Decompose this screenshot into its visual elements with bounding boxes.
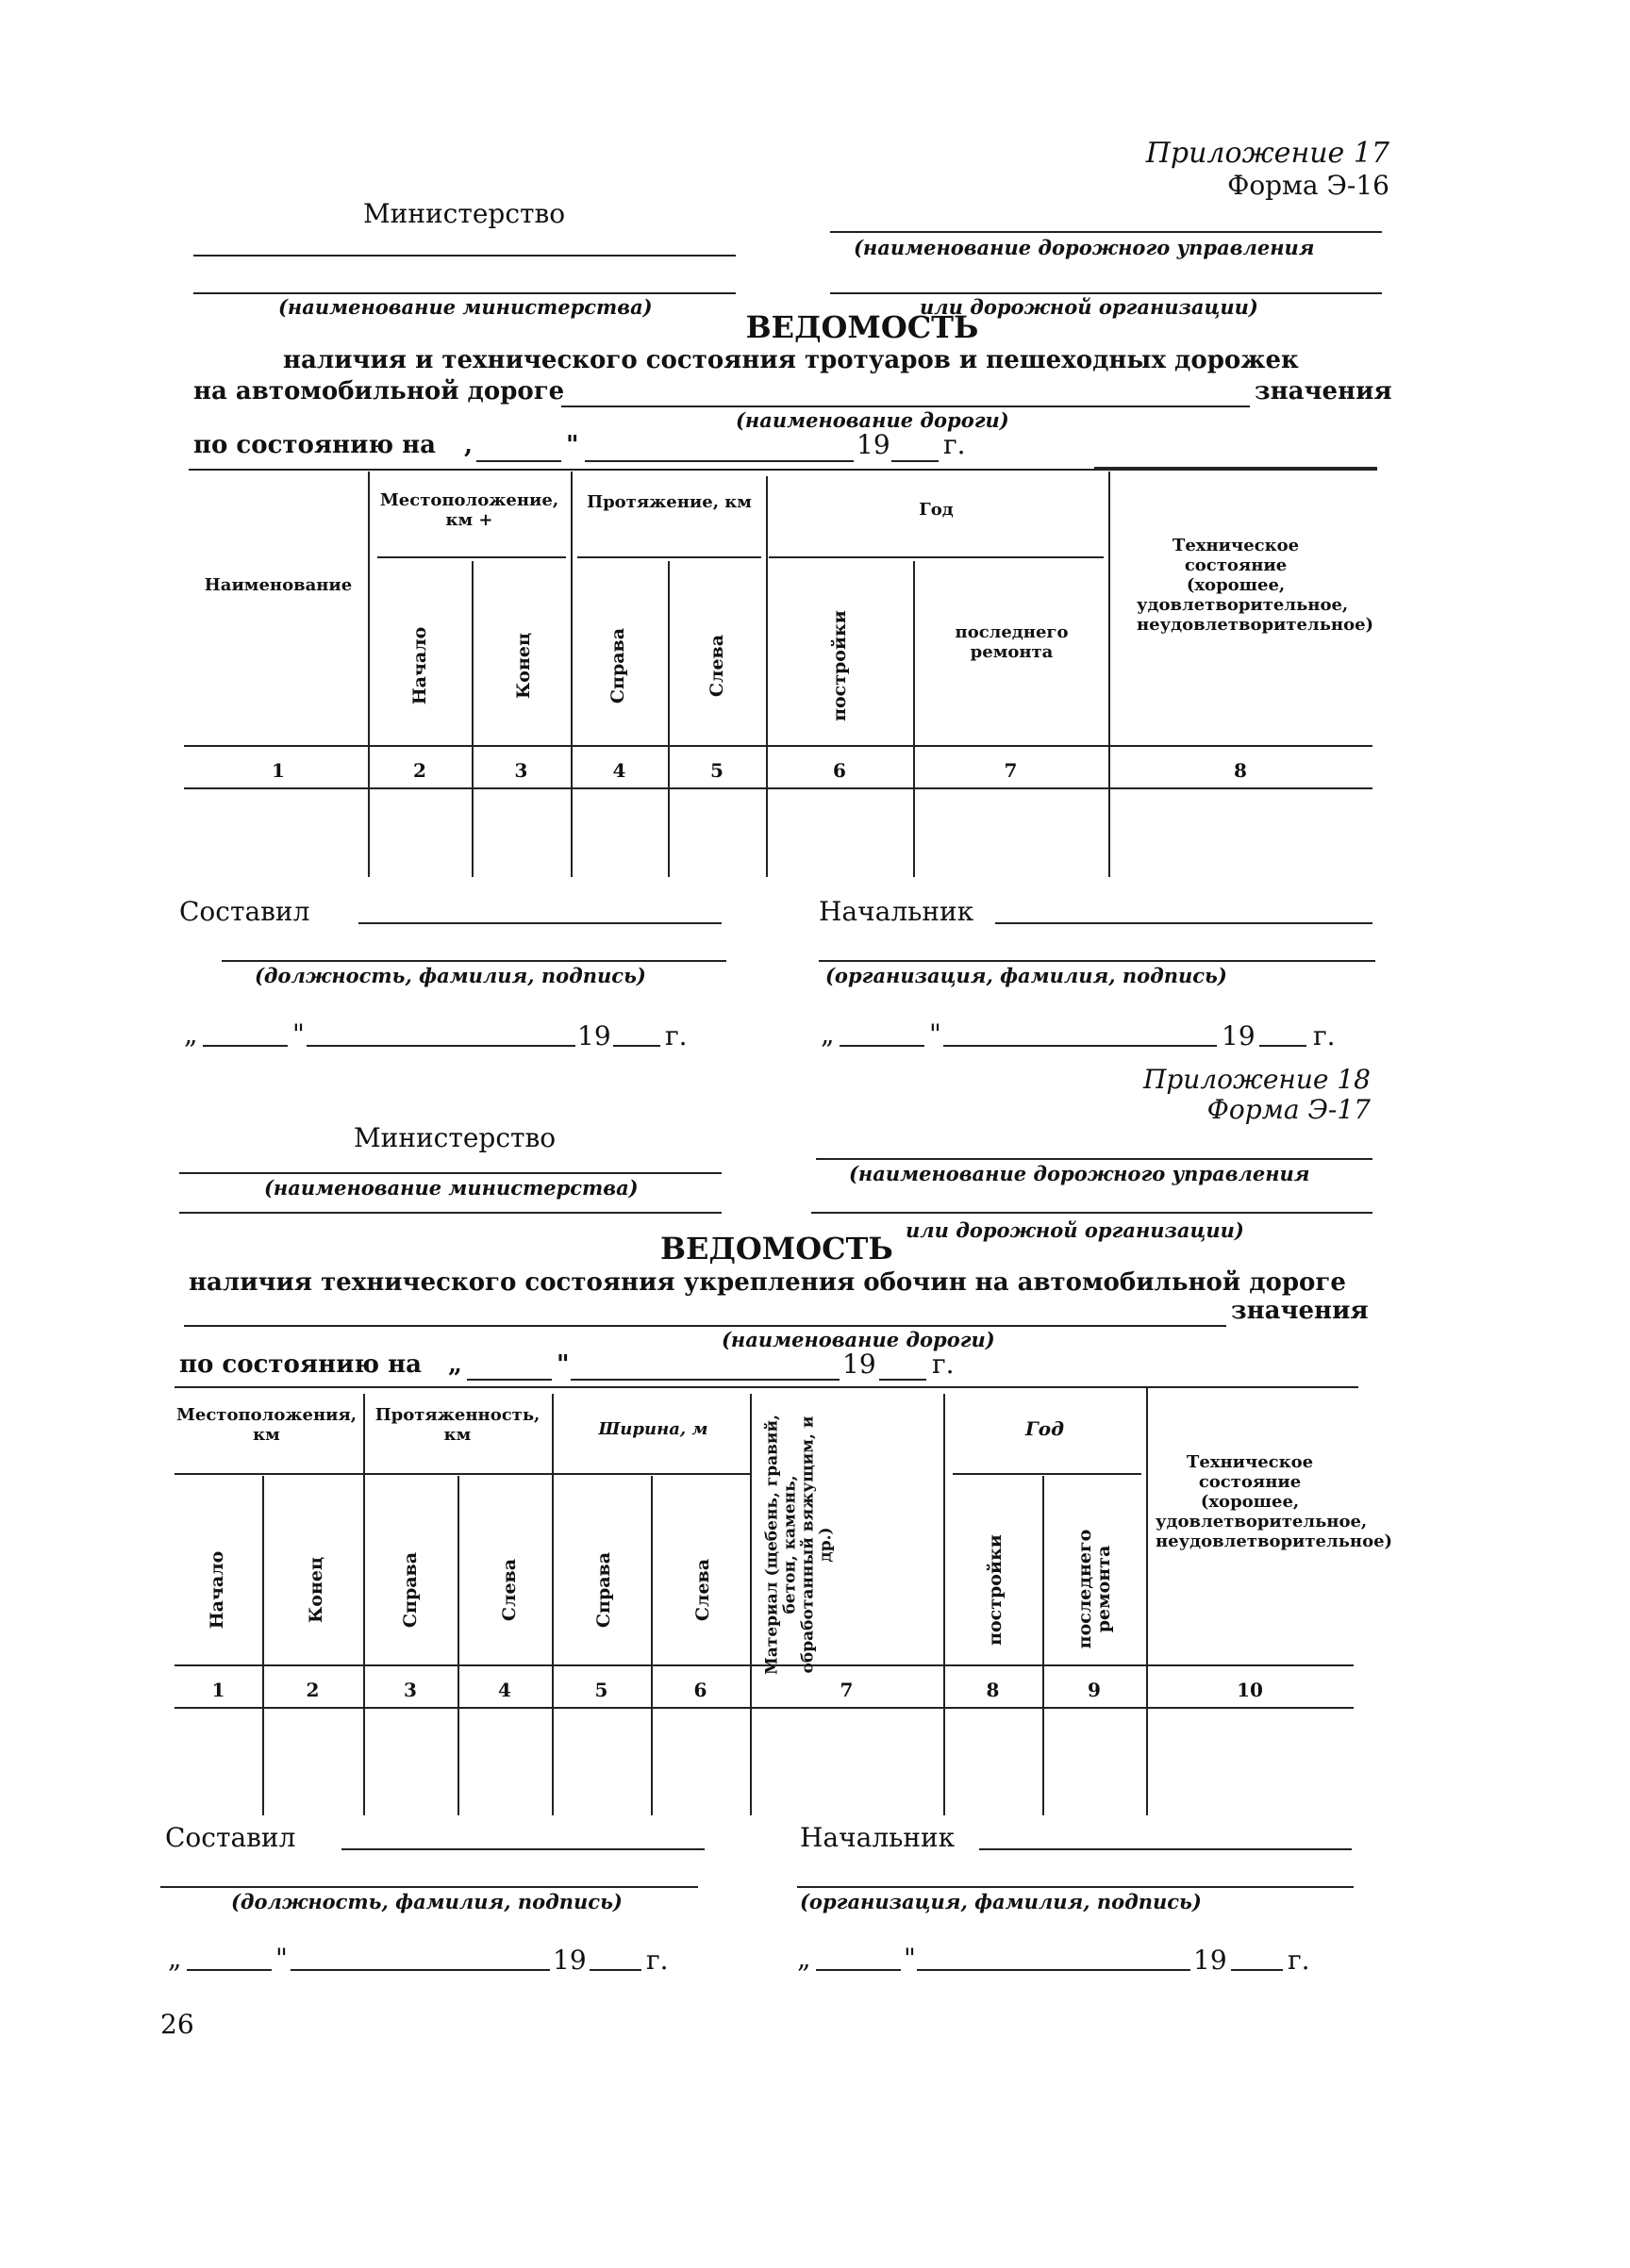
col17-num: 4 — [612, 759, 626, 782]
th18-built: постройки — [985, 1534, 1006, 1646]
org-caption-2: или дорожной организации) — [920, 295, 1258, 319]
th18-right: Справа — [400, 1551, 421, 1629]
chief-caption-18: (организация, фамилия, подпись) — [800, 1890, 1202, 1913]
sig-month-line-18a[interactable] — [291, 1969, 550, 1971]
sig-month-line-18b[interactable] — [917, 1969, 1190, 1971]
date-day-line-17[interactable] — [476, 460, 561, 462]
sig-month-line-17b[interactable] — [943, 1045, 1217, 1047]
th17-built: постройки — [829, 610, 850, 721]
table18-subhead-line — [175, 1473, 750, 1475]
compiled-caption-17: (должность, фамилия, подпись) — [255, 964, 646, 987]
col18-num: 2 — [306, 1679, 320, 1701]
table18-vline — [1042, 1476, 1044, 1815]
sig-year-17a: 19 — [577, 1020, 611, 1051]
table17-vline — [766, 476, 768, 877]
date-yy-line-18[interactable] — [879, 1379, 926, 1381]
th18-year: Год — [1024, 1417, 1065, 1440]
th18-width-left: Слева — [692, 1558, 713, 1622]
th17-length: Протяжение, км — [587, 492, 752, 512]
table17-numbers-bottom — [184, 787, 1372, 789]
table18-subhead-line — [953, 1473, 1141, 1475]
th18-end: Конец — [306, 1557, 326, 1623]
ministry-caption-18: (наименование министерства) — [264, 1176, 639, 1200]
date-year-17: 19 — [857, 429, 890, 460]
table17-subhead-line — [769, 556, 1104, 558]
table17-vline — [913, 561, 915, 877]
table18-vline — [363, 1394, 365, 1815]
table17-subhead-line — [377, 556, 566, 558]
page-number: 26 — [160, 2009, 194, 2040]
table17-subhead-line — [577, 556, 761, 558]
org-line-2[interactable] — [830, 292, 1382, 294]
col18-num: 7 — [840, 1679, 854, 1701]
subtitle-18: наличия технического состояния укрепления обочин на автомобильной дороге — [189, 1268, 1346, 1297]
compiled-label-18: Составил — [165, 1822, 296, 1853]
org-line-18a[interactable] — [816, 1158, 1372, 1160]
sig-yy-line-18b[interactable] — [1231, 1969, 1283, 1971]
col17-num: 7 — [1004, 759, 1018, 782]
col18-num: 5 — [594, 1679, 608, 1701]
compiled-line-17[interactable] — [358, 922, 722, 924]
date-g-18: г. — [932, 1349, 955, 1380]
title-17: ВЕДОМОСТЬ — [745, 309, 979, 345]
road-line-17[interactable] — [561, 406, 1250, 407]
table17-vline — [668, 561, 670, 877]
col18-num: 4 — [498, 1679, 511, 1701]
table17-top-border — [189, 469, 1377, 471]
col18-num: 9 — [1088, 1679, 1101, 1701]
th18-width-right: Справа — [593, 1551, 614, 1629]
chief-line2-17[interactable] — [819, 960, 1375, 962]
col18-num: 6 — [693, 1679, 707, 1701]
th18-length: Протяженность, км — [374, 1405, 541, 1445]
th18-left: Слева — [499, 1558, 520, 1622]
road-caption-17: (наименование дороги) — [736, 408, 1009, 432]
chief-line2-18[interactable] — [797, 1886, 1354, 1888]
col17-num: 2 — [413, 759, 426, 782]
th17-end: Конец — [513, 633, 534, 699]
sig-yy-line-17a[interactable] — [613, 1045, 660, 1047]
sig-year-18b: 19 — [1193, 1945, 1227, 1976]
date-day-line-18[interactable] — [467, 1379, 552, 1381]
th17-start: Начало — [409, 626, 430, 705]
col18-num: 1 — [211, 1679, 225, 1701]
th18-location: Местоположения, км — [175, 1405, 358, 1445]
table17-vline — [472, 561, 474, 877]
th18-repair: последнего ремонта — [1074, 1529, 1114, 1649]
table18-vline — [457, 1476, 459, 1815]
th17-left: Слева — [707, 634, 727, 698]
th17-condition: Техническое состояние (хорошее, удовлетворительное, неудовлетворительное) — [1137, 536, 1374, 635]
table17-vline — [1108, 472, 1110, 877]
sig-year-18a: 19 — [553, 1945, 587, 1976]
org-caption-1: (наименование дорожного управления — [854, 236, 1315, 259]
sig-yy-line-17b[interactable] — [1259, 1045, 1306, 1047]
col17-num: 3 — [514, 759, 528, 782]
chief-label-18: Начальник — [800, 1822, 956, 1853]
road-suffix-17: значения — [1255, 377, 1392, 406]
table17-vline — [571, 472, 573, 877]
road-line-18[interactable] — [184, 1325, 1226, 1327]
title-18: ВЕДОМОСТЬ — [660, 1231, 893, 1266]
table17-header-bottom — [184, 745, 1372, 747]
compiled-caption-18: (должность, фамилия, подпись) — [231, 1890, 623, 1913]
th17-location: Местоположение, км + — [379, 490, 559, 530]
compiled-label-17: Составил — [179, 896, 310, 927]
org-caption-18a: (наименование дорожного управления — [849, 1162, 1310, 1185]
th18-start: Начало — [207, 1550, 227, 1630]
date-prefix-17: по состоянию на — [193, 431, 436, 459]
road-suffix-18: значения — [1231, 1297, 1369, 1325]
compiled-line2-17[interactable] — [222, 960, 726, 962]
chief-line-18[interactable] — [979, 1848, 1352, 1850]
chief-label-17: Начальник — [819, 896, 974, 927]
road-caption-18: (наименование дороги) — [722, 1328, 995, 1351]
ministry-line-18b[interactable] — [179, 1212, 722, 1214]
sig-day-line-17a[interactable] — [203, 1045, 288, 1047]
date-g-17: г. — [943, 429, 966, 460]
ministry-caption: (наименование министерства) — [278, 295, 653, 319]
ministry-line-18a[interactable] — [179, 1172, 722, 1174]
table18-numbers-bottom — [175, 1707, 1354, 1709]
road-prefix-17: на автомобильной дороге — [193, 377, 565, 406]
chief-caption-17: (организация, фамилия, подпись) — [825, 964, 1227, 987]
col17-num: 5 — [710, 759, 724, 782]
ministry-label: Министерство — [363, 198, 566, 229]
table18-vline — [651, 1476, 653, 1815]
sig-g-18a: г. — [646, 1945, 669, 1976]
sig-g-18b: г. — [1288, 1945, 1310, 1976]
th17-right: Справа — [607, 627, 628, 704]
th17-year: Год — [919, 500, 954, 520]
org-line-18b[interactable] — [811, 1212, 1372, 1214]
table18-vline — [750, 1394, 752, 1815]
col18-num: 8 — [986, 1679, 1000, 1701]
appendix-18: Приложение 18 — [1142, 1064, 1371, 1095]
org-line-1[interactable] — [830, 231, 1382, 233]
compiled-line2-18[interactable] — [160, 1886, 698, 1888]
table18-vline — [943, 1394, 945, 1815]
ministry-line-2[interactable] — [193, 292, 736, 294]
date-yy-line-17[interactable] — [891, 460, 939, 462]
table18-vline — [1146, 1386, 1148, 1815]
compiled-line-18[interactable] — [341, 1848, 705, 1850]
th18-condition: Техническое состояние (хорошее, удовлетворительное, неудовлетворительное) — [1156, 1452, 1393, 1551]
chief-line-17[interactable] — [995, 922, 1372, 924]
sig-g-17b: г. — [1313, 1020, 1336, 1051]
sig-month-line-17a[interactable] — [307, 1045, 575, 1047]
sig-g-17a: г. — [665, 1020, 688, 1051]
sig-day-line-18a[interactable] — [187, 1969, 272, 1971]
table18-vline — [552, 1394, 554, 1815]
col18-num: 10 — [1237, 1679, 1263, 1701]
sig-day-line-17b[interactable] — [840, 1045, 924, 1047]
sig-day-line-18b[interactable] — [816, 1969, 901, 1971]
table17-vline — [368, 472, 370, 877]
subtitle-17: наличия и технического состояния тротуаров и пешеходных дорожек — [283, 346, 1299, 374]
ministry-line-1[interactable] — [193, 255, 736, 257]
sig-year-17b: 19 — [1222, 1020, 1256, 1051]
date-month-line-18[interactable] — [571, 1379, 840, 1381]
col18-num: 3 — [404, 1679, 417, 1701]
th18-material: Материал (щебень, гравий, бетон, камень, обработанный вяжущим, и др.) — [762, 1414, 836, 1676]
form-code-e17: Форма Э-17 — [1206, 1094, 1371, 1125]
th17-repair: последнего ремонта — [955, 622, 1069, 662]
th18-width: Ширина, м — [598, 1419, 708, 1439]
appendix-17: Приложение 17 — [1145, 137, 1389, 170]
col17-num: 8 — [1234, 759, 1247, 782]
ministry-label-18: Министерство — [354, 1122, 557, 1153]
form-code-e16: Форма Э-16 — [1227, 170, 1389, 201]
date-prefix-18: по состоянию на — [179, 1350, 422, 1379]
org-caption-18b: или дорожной организации) — [906, 1218, 1244, 1242]
sig-yy-line-18a[interactable] — [590, 1969, 641, 1971]
date-year-18: 19 — [842, 1349, 876, 1380]
table18-top-border — [175, 1386, 1354, 1388]
table18-vline — [262, 1476, 264, 1815]
date-month-line-17[interactable] — [585, 460, 854, 462]
col17-num: 6 — [833, 759, 846, 782]
col17-num: 1 — [272, 759, 285, 782]
th17-name: Наименование — [204, 575, 353, 595]
